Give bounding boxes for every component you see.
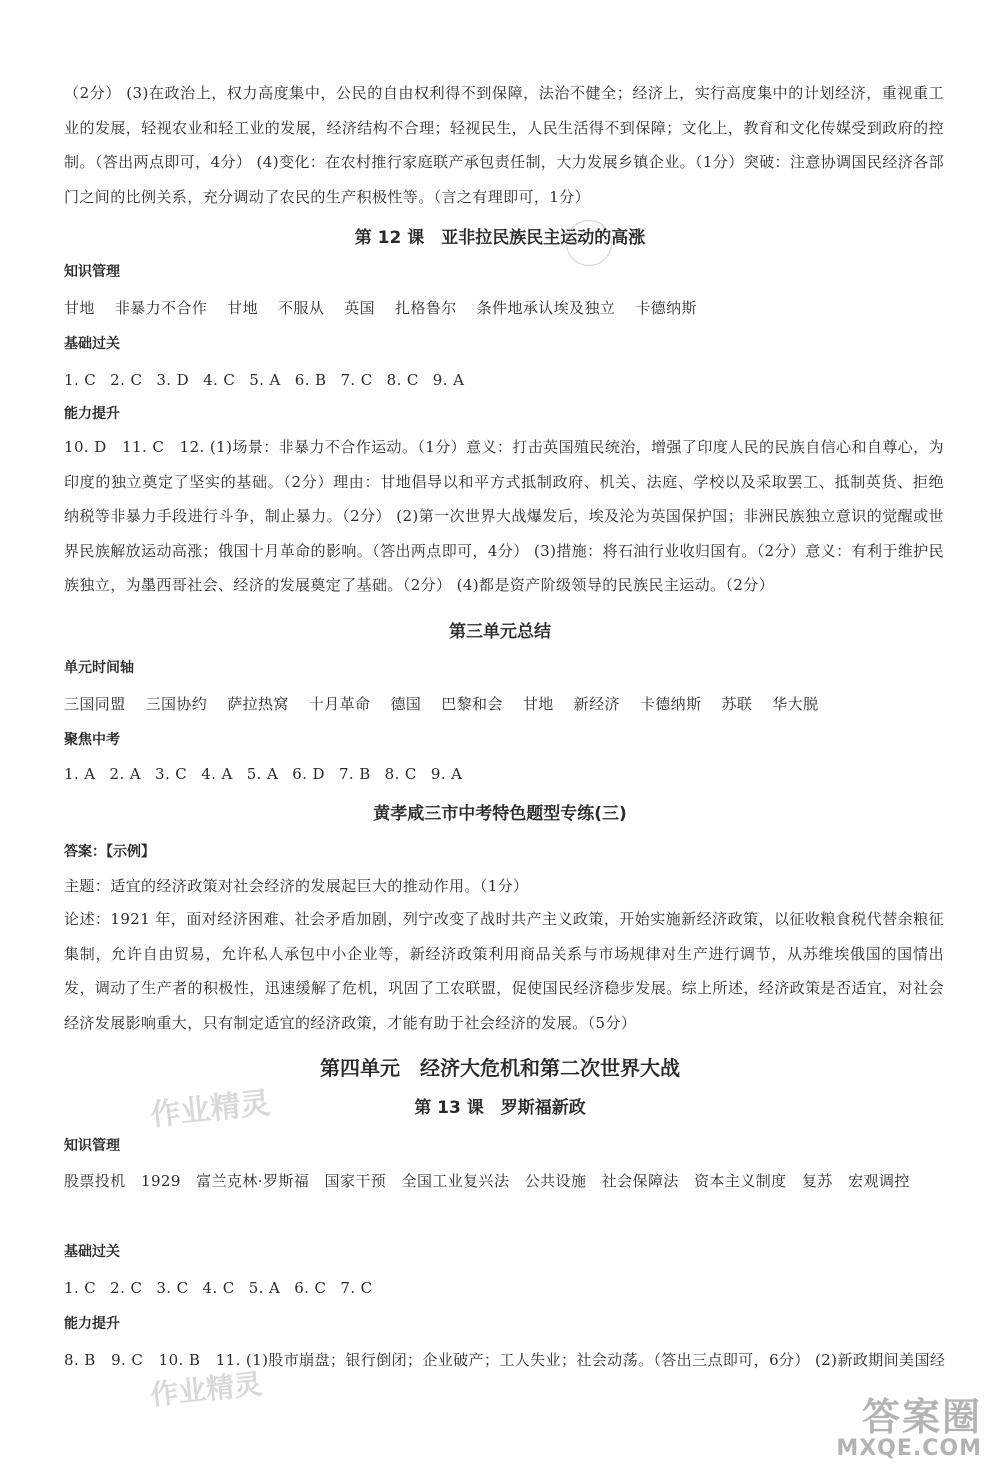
basic-answers-12 (64, 370, 944, 390)
answer-item: 3. C (156, 1279, 189, 1297)
argument-text: 论述：1921 年，面对经济困难、社会矛盾加剧，列宁改变了战时共产主义政策，开始实施新经济政策，以征收粮食税代替余粮征集制，允许自由贸易，允许私人承包中小企业等，新经济政策利用商品关系与市场规律对生产进行调节，从苏维埃俄国的国情出发，调动了生产者的积极性，迅速缓解了危机，巩固了工农联盟，促使国民经济稳步发展。综上所述，经济政策是否适宜，对社会经济发展影响重大，只有制定适宜的经济政策，才能有助于社会经济的发展。（5分） (64, 910, 944, 1032)
answer-item: 1. C (64, 1279, 97, 1297)
timeline-term: 三国协约 (145, 695, 208, 713)
answer-item: 9. A (430, 765, 463, 783)
timeline-term: 德国 (390, 695, 422, 713)
lesson-12-title: 第 12 课 亚非拉民族民主运动的高涨 (354, 228, 646, 248)
intro-paragraph: （2分） (3)在政治上，权力高度集中，公民的自由权利得不到保障，法治不健全；经济上，实行高度集中的计划经济，重视重工业的发展，轻视农业和轻工业的发展，经济结构不合理；轻视民生，人民生活得不到保障；文化上，教育和文化传媒受到政府的控制。（答出两点即可，4分） (4)变化：在农村推行家庭联产承包责任制，大力发展乡镇企业。（1分）突破：注意协调国民经济各部门之间的比例关系，充分调动了农民的生产积极性等。（言之有理即可，1分） (64, 84, 944, 206)
site-logo-text: 答案圈 (861, 1395, 982, 1439)
knowledge-term: 非暴力不合作 (114, 299, 208, 317)
answer-item: 2. C (110, 371, 143, 389)
timeline-term: 甘地 (522, 695, 554, 713)
answer-label: 答案：【示例】 (64, 844, 155, 860)
site-url-text: MXQE.COM (836, 1436, 982, 1461)
timeline-term: 十月革命 (308, 695, 371, 713)
answer-item: 8. C (384, 765, 417, 783)
timeline-label: 单元时间轴 (64, 660, 134, 676)
answer-item: 4. C (202, 1279, 235, 1297)
lesson-13-title: 第 13 课 罗斯福新政 (414, 1098, 586, 1118)
answer-item: 4. A (201, 765, 233, 783)
knowledge-term: 不服从 (278, 299, 325, 317)
timeline-terms (64, 694, 944, 714)
focus-label: 聚焦中考 (64, 732, 120, 748)
basic-answers-13 (64, 1278, 944, 1298)
timeline-term: 巴黎和会 (441, 695, 503, 713)
knowledge-term: 条件地承认埃及独立 (476, 299, 616, 317)
ability-text-13: 8. B 9. C 10. B 11. (1)股市崩盘；银行倒闭；企业破产；工人失业；社会动荡。（答出三点即可，6分） (2)新政期间美国经 (64, 1351, 946, 1369)
knowledge-label-13: 知识管理 (64, 1138, 120, 1154)
answer-item: 6. C (294, 1279, 327, 1297)
timeline-term: 华大脱 (772, 695, 819, 713)
ability-text-12: 10. D 11. C 12. (1)场景：非暴力不合作运动。（1分）意义：打击英国殖民统治，增强了印度人民的民族自信心和自尊心，为印度的独立奠定了坚实的基础。（2分）理由：甘地倡导以和平方式抵制政府、机关、法庭、学校以及采取罢工、抵制英货、拒绝纳税等非暴力手段进行斗争，制止暴力。（2分） (2)第一次世界大战爆发后，埃及沦为英国保护国；非洲民族独立意识的觉醒或世界民族解放运动高涨；俄国十月革命的影响。（答出两点即可，4分） (3)措施：将石油行业收归国有。（2分）意义：有利于维护民族独立，为墨西哥社会、经济的发展奠定了基础。（2分） (4)都是资产阶级领导的民族民主运动。（2分） (64, 438, 944, 594)
knowledge-terms-12 (64, 298, 944, 318)
knowledge-term: 英国 (344, 299, 376, 317)
site-watermark (836, 1397, 982, 1461)
answer-item: 4. C (203, 371, 236, 389)
stamp-watermark: 作业精灵 (148, 1085, 272, 1134)
knowledge-label-12: 知识管理 (64, 264, 120, 280)
timeline-term: 三国同盟 (64, 695, 126, 713)
answer-item: 5. A (246, 765, 279, 783)
answer-item: 1. C (64, 371, 97, 389)
basic-label-12: 基础过关 (64, 336, 120, 352)
knowledge-term: 扎格鲁尔 (395, 299, 457, 317)
answer-item: 8. C (386, 371, 419, 389)
answer-item: 7. B (338, 765, 371, 783)
answer-item: 5. A (249, 371, 281, 389)
knowledge-term: 甘地 (64, 299, 95, 317)
answer-item: 6. B (294, 371, 327, 389)
answer-item: 6. D (292, 765, 325, 783)
timeline-term: 苏联 (721, 695, 753, 713)
timeline-term: 萨拉热窝 (227, 695, 289, 713)
timeline-term: 新经济 (573, 695, 620, 713)
knowledge-text-13: 股票投机 1929 富兰克林·罗斯福 国家干预 全国工业复兴法 公共设施 社会保障法 资本主义制度 复苏 宏观调控 (64, 1172, 910, 1190)
answer-item: 7. C (340, 371, 373, 389)
unit-3-summary-title: 第三单元总结 (449, 622, 551, 642)
answer-item: 3. D (156, 371, 190, 389)
answer-item: 7. C (340, 1279, 373, 1297)
unit-4-title: 第四单元 经济大危机和第二次世界大战 (320, 1056, 680, 1080)
knowledge-term: 甘地 (227, 299, 259, 317)
answer-item: 3. C (155, 765, 188, 783)
basic-label-13: 基础过关 (64, 1244, 120, 1260)
theme-text: 主题：适宜的经济政策对社会经济的发展起巨大的推动作用。（1分） (64, 877, 529, 895)
bottom-watermark: 作业精灵 (148, 1367, 264, 1412)
ability-label-13: 能力提升 (64, 1316, 120, 1332)
answer-item: 5. A (248, 1279, 281, 1297)
special-practice-title: 黄孝咸三市中考特色题型专练(三) (373, 804, 627, 824)
focus-answers (64, 764, 944, 784)
answer-item: 2. A (109, 765, 142, 783)
answer-item: 2. C (110, 1279, 143, 1297)
ability-label-12: 能力提升 (64, 406, 120, 422)
stamp-mark (566, 220, 612, 266)
knowledge-term: 卡德纳斯 (635, 299, 697, 317)
timeline-term: 卡德纳斯 (639, 695, 702, 713)
answer-item: 1. A (64, 765, 96, 783)
answer-item: 9. A (432, 371, 465, 389)
